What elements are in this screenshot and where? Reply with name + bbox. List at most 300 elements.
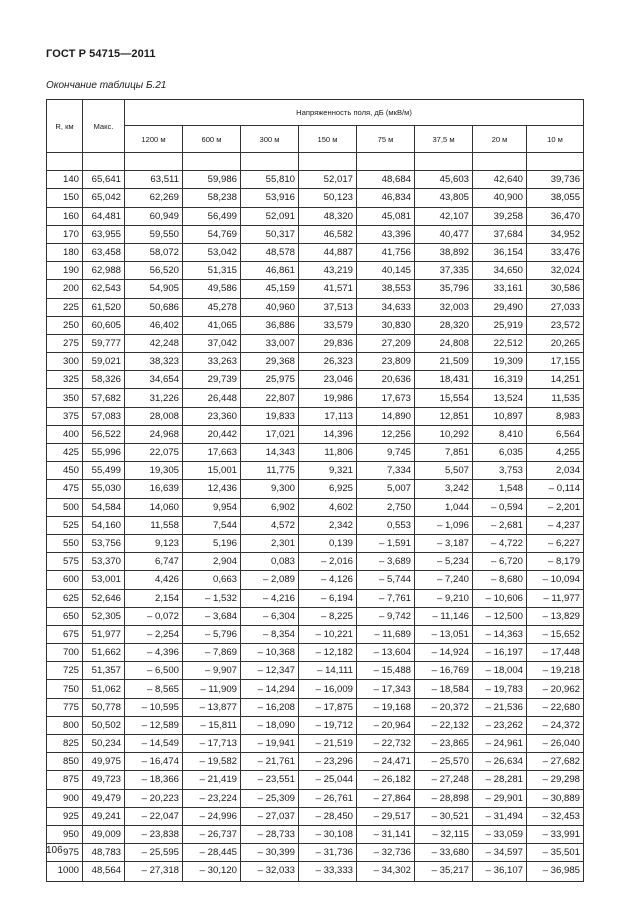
cell-distance: 300	[47, 353, 83, 371]
cell-value: – 26,182	[357, 771, 415, 789]
table-row	[47, 662, 584, 680]
table-row	[47, 353, 584, 371]
cell-value: 9,745	[357, 444, 415, 462]
cell-value: – 31,736	[299, 844, 357, 862]
cell-value: 58,072	[125, 243, 183, 261]
cell-max: 50,502	[83, 716, 125, 734]
cell-value: 42,248	[125, 334, 183, 352]
cell-max: 55,996	[83, 444, 125, 462]
cell-value: 56,520	[125, 262, 183, 280]
cell-value: – 13,051	[415, 625, 473, 643]
cell-value: – 0,072	[125, 607, 183, 625]
cell-distance: 225	[47, 298, 83, 316]
cell-value: – 5,744	[357, 571, 415, 589]
cell-value: – 34,597	[473, 844, 527, 862]
cell-value: 14,060	[125, 498, 183, 516]
cell-value: 29,739	[183, 371, 241, 389]
cell-value: 33,263	[183, 353, 241, 371]
cell-value: – 32,033	[241, 862, 299, 881]
cell-value: 27,033	[527, 298, 584, 316]
cell-value: 0,139	[299, 534, 357, 552]
cell-value: – 21,519	[299, 735, 357, 753]
cell-value: 4,602	[299, 498, 357, 516]
cell-value: 22,075	[125, 444, 183, 462]
cell-value: 10,292	[415, 425, 473, 443]
cell-value: – 33,333	[299, 862, 357, 881]
cell-max: 58,326	[83, 371, 125, 389]
cell-value: 45,278	[183, 298, 241, 316]
cell-max: 54,584	[83, 498, 125, 516]
header-height: 10 м	[527, 126, 584, 153]
cell-max: 51,662	[83, 644, 125, 662]
cell-value: 46,582	[299, 225, 357, 243]
data-table	[46, 99, 584, 882]
cell-value: – 3,689	[357, 553, 415, 571]
cell-value: 50,317	[241, 225, 299, 243]
table-row	[47, 334, 584, 352]
cell-value: – 30,399	[241, 844, 299, 862]
cell-value: – 7,240	[415, 571, 473, 589]
cell-value: – 28,281	[473, 771, 527, 789]
cell-value: 53,916	[241, 189, 299, 207]
cell-value: 2,154	[125, 589, 183, 607]
cell-value: 52,017	[299, 171, 357, 189]
cell-value: – 16,197	[473, 644, 527, 662]
cell-value: 6,747	[125, 553, 183, 571]
cell-value: – 4,126	[299, 571, 357, 589]
cell-value: – 30,120	[183, 862, 241, 881]
cell-value: 17,113	[299, 407, 357, 425]
cell-value: 58,238	[183, 189, 241, 207]
cell-max: 64,481	[83, 207, 125, 225]
cell-value: 18,431	[415, 371, 473, 389]
cell-value: 12,256	[357, 425, 415, 443]
cell-value: 29,836	[299, 334, 357, 352]
cell-distance: 250	[47, 316, 83, 334]
cell-distance: 800	[47, 716, 83, 734]
cell-value: 25,919	[473, 316, 527, 334]
cell-value: 7,334	[357, 462, 415, 480]
cell-value: – 24,961	[473, 735, 527, 753]
table-row	[47, 771, 584, 789]
cell-value: 19,986	[299, 389, 357, 407]
cell-value: 26,323	[299, 353, 357, 371]
cell-value: – 7,869	[183, 644, 241, 662]
cell-value: – 24,372	[527, 716, 584, 734]
cell-value: – 32,115	[415, 825, 473, 843]
cell-value: – 18,090	[241, 716, 299, 734]
cell-value: – 1,096	[415, 516, 473, 534]
table-row	[47, 389, 584, 407]
cell-value: 3,753	[473, 462, 527, 480]
cell-distance: 180	[47, 243, 83, 261]
cell-value: – 20,962	[527, 680, 584, 698]
cell-value: – 19,941	[241, 735, 299, 753]
cell-value: 11,535	[527, 389, 584, 407]
cell-value: – 6,304	[241, 607, 299, 625]
cell-distance: 650	[47, 607, 83, 625]
cell-max: 52,646	[83, 589, 125, 607]
cell-max: 53,001	[83, 571, 125, 589]
cell-value: 11,558	[125, 516, 183, 534]
cell-value: – 29,517	[357, 807, 415, 825]
table-row	[47, 171, 584, 189]
cell-max: 63,458	[83, 243, 125, 261]
cell-max: 59,777	[83, 334, 125, 352]
cell-value: – 31,141	[357, 825, 415, 843]
cell-value: – 2,016	[299, 553, 357, 571]
cell-max: 49,975	[83, 753, 125, 771]
spacer-row	[47, 153, 584, 171]
cell-distance: 200	[47, 280, 83, 298]
cell-distance: 900	[47, 789, 83, 807]
cell-value: 13,524	[473, 389, 527, 407]
cell-value: – 24,471	[357, 753, 415, 771]
table-row	[47, 480, 584, 498]
cell-value: 2,750	[357, 498, 415, 516]
cell-value: – 33,059	[473, 825, 527, 843]
cell-value: 0,553	[357, 516, 415, 534]
cell-value: 36,470	[527, 207, 584, 225]
table-row	[47, 698, 584, 716]
cell-distance: 400	[47, 425, 83, 443]
cell-value: – 26,761	[299, 789, 357, 807]
cell-value: – 22,047	[125, 807, 183, 825]
cell-value: – 11,689	[357, 625, 415, 643]
cell-value: – 20,964	[357, 716, 415, 734]
cell-distance: 825	[47, 735, 83, 753]
header-height: 300 м	[241, 126, 299, 153]
cell-distance: 525	[47, 516, 83, 534]
cell-value: – 21,536	[473, 698, 527, 716]
cell-value: 38,055	[527, 189, 584, 207]
cell-distance: 725	[47, 662, 83, 680]
cell-value: – 4,237	[527, 516, 584, 534]
cell-value: – 19,218	[527, 662, 584, 680]
cell-max: 49,241	[83, 807, 125, 825]
cell-value: – 34,302	[357, 862, 415, 881]
cell-value: – 11,146	[415, 607, 473, 625]
cell-value: 50,123	[299, 189, 357, 207]
cell-value: – 22,680	[527, 698, 584, 716]
table-row	[47, 298, 584, 316]
cell-value: – 29,901	[473, 789, 527, 807]
cell-value: 41,571	[299, 280, 357, 298]
table-row	[47, 862, 584, 881]
table-row	[47, 462, 584, 480]
cell-distance: 975	[47, 844, 83, 862]
cell-value: 38,892	[415, 243, 473, 261]
cell-value: 25,975	[241, 371, 299, 389]
cell-value: – 13,604	[357, 644, 415, 662]
cell-value: 23,360	[183, 407, 241, 425]
cell-distance: 1000	[47, 862, 83, 881]
table-row	[47, 571, 584, 589]
cell-value: – 26,737	[183, 825, 241, 843]
cell-value: – 3,187	[415, 534, 473, 552]
cell-value: 43,219	[299, 262, 357, 280]
cell-value: 19,309	[473, 353, 527, 371]
cell-value: – 4,216	[241, 589, 299, 607]
cell-value: 54,905	[125, 280, 183, 298]
cell-distance: 500	[47, 498, 83, 516]
cell-max: 56,522	[83, 425, 125, 443]
cell-value: 23,572	[527, 316, 584, 334]
table-row	[47, 425, 584, 443]
cell-max: 55,030	[83, 480, 125, 498]
cell-value: 17,673	[357, 389, 415, 407]
cell-value: 37,335	[415, 262, 473, 280]
table-row	[47, 735, 584, 753]
cell-value: 2,301	[241, 534, 299, 552]
cell-value: – 21,761	[241, 753, 299, 771]
cell-value: – 24,996	[183, 807, 241, 825]
table-row	[47, 316, 584, 334]
cell-value: – 23,865	[415, 735, 473, 753]
cell-value: – 11,977	[527, 589, 584, 607]
cell-max: 57,682	[83, 389, 125, 407]
cell-value: – 17,713	[183, 735, 241, 753]
cell-max: 62,543	[83, 280, 125, 298]
cell-distance: 350	[47, 389, 83, 407]
cell-value: 17,021	[241, 425, 299, 443]
cell-value: 32,003	[415, 298, 473, 316]
cell-value: 33,579	[299, 316, 357, 334]
cell-value: 2,034	[527, 462, 584, 480]
cell-value: – 17,343	[357, 680, 415, 698]
cell-value: 27,209	[357, 334, 415, 352]
cell-value: – 14,363	[473, 625, 527, 643]
cell-value: – 8,354	[241, 625, 299, 643]
cell-max: 51,062	[83, 680, 125, 698]
table-row	[47, 189, 584, 207]
cell-value: 6,902	[241, 498, 299, 516]
cell-value: 1,548	[473, 480, 527, 498]
cell-value: – 18,584	[415, 680, 473, 698]
cell-value: – 18,004	[473, 662, 527, 680]
cell-value: – 25,309	[241, 789, 299, 807]
cell-value: 9,123	[125, 534, 183, 552]
cell-value: 11,775	[241, 462, 299, 480]
cell-value: – 12,182	[299, 644, 357, 662]
cell-distance: 375	[47, 407, 83, 425]
cell-value: – 20,372	[415, 698, 473, 716]
cell-value: – 22,132	[415, 716, 473, 734]
cell-distance: 925	[47, 807, 83, 825]
cell-value: 14,251	[527, 371, 584, 389]
cell-value: – 12,500	[473, 607, 527, 625]
cell-value: 2,904	[183, 553, 241, 571]
header-height: 150 м	[299, 126, 357, 153]
cell-distance: 190	[47, 262, 83, 280]
cell-value: – 2,254	[125, 625, 183, 643]
cell-value: – 14,111	[299, 662, 357, 680]
cell-value: 32,024	[527, 262, 584, 280]
cell-value: – 14,924	[415, 644, 473, 662]
cell-value: 15,554	[415, 389, 473, 407]
cell-value: 22,807	[241, 389, 299, 407]
cell-value: – 17,448	[527, 644, 584, 662]
cell-value: – 13,829	[527, 607, 584, 625]
cell-max: 65,042	[83, 189, 125, 207]
table-row	[47, 607, 584, 625]
cell-distance: 775	[47, 698, 83, 716]
cell-value: – 19,582	[183, 753, 241, 771]
cell-distance: 625	[47, 589, 83, 607]
header-field-strength: Напряженность поля, дБ (мкВ/м)	[125, 100, 584, 126]
cell-value: 19,833	[241, 407, 299, 425]
cell-value: 56,499	[183, 207, 241, 225]
cell-value: – 29,298	[527, 771, 584, 789]
cell-value: – 28,450	[299, 807, 357, 825]
cell-value: 33,476	[527, 243, 584, 261]
cell-value: 28,008	[125, 407, 183, 425]
cell-value: 39,736	[527, 171, 584, 189]
cell-value: 7,851	[415, 444, 473, 462]
cell-value: 45,603	[415, 171, 473, 189]
cell-value: – 4,396	[125, 644, 183, 662]
table-row	[47, 553, 584, 571]
cell-distance: 575	[47, 553, 83, 571]
table-row	[47, 753, 584, 771]
cell-value: 23,809	[357, 353, 415, 371]
cell-value: 21,509	[415, 353, 473, 371]
cell-value: – 7,761	[357, 589, 415, 607]
cell-max: 54,160	[83, 516, 125, 534]
cell-value: 40,900	[473, 189, 527, 207]
table-row	[47, 280, 584, 298]
cell-value: 45,159	[241, 280, 299, 298]
cell-value: – 27,864	[357, 789, 415, 807]
cell-value: 38,323	[125, 353, 183, 371]
cell-value: – 16,769	[415, 662, 473, 680]
cell-max: 62,988	[83, 262, 125, 280]
cell-value: – 2,089	[241, 571, 299, 589]
cell-value: 14,343	[241, 444, 299, 462]
cell-value: 40,960	[241, 298, 299, 316]
cell-value: 9,300	[241, 480, 299, 498]
cell-value: – 15,652	[527, 625, 584, 643]
cell-value: – 13,877	[183, 698, 241, 716]
cell-value: – 35,217	[415, 862, 473, 881]
cell-value: 48,578	[241, 243, 299, 261]
cell-value: – 19,168	[357, 698, 415, 716]
cell-value: 31,226	[125, 389, 183, 407]
cell-value: – 8,225	[299, 607, 357, 625]
cell-value: 43,396	[357, 225, 415, 243]
cell-value: 44,887	[299, 243, 357, 261]
table-row	[47, 207, 584, 225]
cell-value: – 36,107	[473, 862, 527, 881]
cell-value: – 27,248	[415, 771, 473, 789]
cell-value: 28,320	[415, 316, 473, 334]
cell-value: 2,342	[299, 516, 357, 534]
table-row	[47, 789, 584, 807]
page-number: 106	[46, 845, 63, 856]
cell-value: 46,861	[241, 262, 299, 280]
cell-value: 43,805	[415, 189, 473, 207]
cell-value: – 9,907	[183, 662, 241, 680]
header-height: 37,5 м	[415, 126, 473, 153]
cell-value: 41,756	[357, 243, 415, 261]
cell-value: 9,954	[183, 498, 241, 516]
cell-value: – 19,712	[299, 716, 357, 734]
cell-value: 45,081	[357, 207, 415, 225]
cell-distance: 550	[47, 534, 83, 552]
cell-value: 20,265	[527, 334, 584, 352]
cell-distance: 450	[47, 462, 83, 480]
cell-value: – 8,565	[125, 680, 183, 698]
cell-value: – 1,532	[183, 589, 241, 607]
cell-value: 17,155	[527, 353, 584, 371]
cell-value: 35,796	[415, 280, 473, 298]
table-row	[47, 625, 584, 643]
cell-distance: 675	[47, 625, 83, 643]
cell-value: 41,065	[183, 316, 241, 334]
table-row	[47, 407, 584, 425]
cell-value: 42,640	[473, 171, 527, 189]
cell-value: – 6,227	[527, 534, 584, 552]
cell-distance: 750	[47, 680, 83, 698]
cell-value: 50,686	[125, 298, 183, 316]
cell-value: – 2,681	[473, 516, 527, 534]
cell-distance: 850	[47, 753, 83, 771]
cell-value: – 14,549	[125, 735, 183, 753]
cell-value: 30,586	[527, 280, 584, 298]
table-row	[47, 225, 584, 243]
cell-value: – 9,210	[415, 589, 473, 607]
cell-value: – 32,453	[527, 807, 584, 825]
cell-value: 39,258	[473, 207, 527, 225]
cell-max: 57,083	[83, 407, 125, 425]
cell-value: 37,513	[299, 298, 357, 316]
cell-value: – 27,318	[125, 862, 183, 881]
cell-value: 7,544	[183, 516, 241, 534]
cell-value: 53,042	[183, 243, 241, 261]
header-r: R, км	[47, 100, 83, 153]
cell-value: 24,808	[415, 334, 473, 352]
cell-value: 29,490	[473, 298, 527, 316]
cell-value: 19,305	[125, 462, 183, 480]
cell-max: 59,021	[83, 353, 125, 371]
cell-value: 9,321	[299, 462, 357, 480]
cell-value: 36,154	[473, 243, 527, 261]
cell-value: – 10,595	[125, 698, 183, 716]
cell-value: 48,684	[357, 171, 415, 189]
cell-value: – 25,595	[125, 844, 183, 862]
cell-value: – 16,009	[299, 680, 357, 698]
cell-value: 5,007	[357, 480, 415, 498]
cell-value: – 6,194	[299, 589, 357, 607]
cell-distance: 475	[47, 480, 83, 498]
cell-value: – 11,909	[183, 680, 241, 698]
cell-value: – 31,494	[473, 807, 527, 825]
cell-value: 6,564	[527, 425, 584, 443]
cell-value: – 8,680	[473, 571, 527, 589]
cell-max: 63,955	[83, 225, 125, 243]
cell-value: – 10,094	[527, 571, 584, 589]
cell-value: 34,650	[473, 262, 527, 280]
table-row	[47, 498, 584, 516]
cell-value: 62,269	[125, 189, 183, 207]
cell-value: 26,448	[183, 389, 241, 407]
cell-value: 63,511	[125, 171, 183, 189]
cell-value: – 36,985	[527, 862, 584, 881]
cell-value: – 21,419	[183, 771, 241, 789]
cell-value: – 6,500	[125, 662, 183, 680]
cell-value: 29,368	[241, 353, 299, 371]
cell-distance: 275	[47, 334, 83, 352]
